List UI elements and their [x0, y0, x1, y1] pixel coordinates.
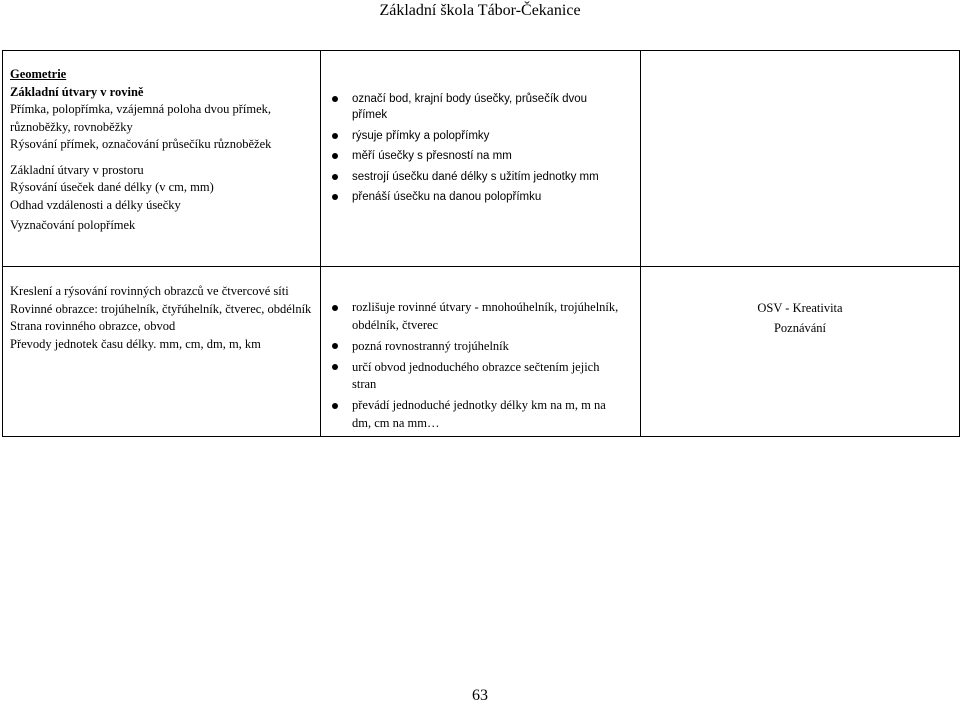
list-item: měří úsečky s přesností na mm [321, 148, 640, 164]
bullet-icon [332, 96, 338, 102]
list-item: určí obvod jednoduchého obrazce sečtením jejich stran [321, 359, 640, 394]
list-item: rozlišuje rovinné útvary - mnohoúhelník, trojúhelník, obdélník, čtverec [321, 299, 640, 334]
subject-line: Přímka, polopřímka, vzájemná poloha dvou přímek, různoběžky, rovnoběžky [10, 102, 272, 134]
page-header-title: Základní škola Tábor-Čekanice [379, 2, 581, 19]
list-item: sestrojí úsečku dané délky s užitím jednotky mm [321, 169, 640, 185]
theme-label: OSV - Kreativita [757, 301, 843, 315]
bullet-icon [332, 364, 338, 370]
outcomes-cell [321, 51, 641, 267]
subject-matter-cell [3, 267, 321, 437]
curriculum-table [2, 50, 960, 437]
unit-title: Základní útvary v rovině [10, 84, 144, 99]
subject-line: Odhad vzdálenosti a délky úsečky [10, 197, 181, 212]
subject-line: Rýsování přímek, označování průsečíku různoběžek [10, 137, 272, 151]
bullet-icon [332, 153, 338, 159]
outcomes-cell [321, 267, 641, 437]
list-item: převádí jednoduché jednotky délky km na m, m na dm, cm na mm… [321, 397, 640, 432]
subject-line: Převody jednotek času délky. mm, cm, dm, m, km [10, 336, 261, 351]
bullet-icon [332, 343, 338, 349]
subject-line: Základní útvary v prostoru [10, 162, 144, 177]
subject-line: Vyznačování polopřímek [10, 218, 136, 232]
section-title: Geometrie [10, 67, 67, 81]
table-row [3, 267, 960, 437]
subject-line: Rovinné obrazce: trojúhelník, čtyřúhelník, čtverec, obdélník [10, 301, 312, 316]
outcomes-list [321, 267, 640, 432]
bullet-icon [332, 174, 338, 180]
list-item: přenáší úsečku na danou polopřímku [321, 189, 640, 205]
subject-matter-cell [3, 51, 321, 267]
page-number: 63 [472, 687, 488, 704]
subject-line: Kreslení a rýsování rovinných obrazců ve čtvercové síti [10, 284, 289, 298]
subject-line: Rýsování úseček dané délky (v cm, mm) [10, 180, 214, 194]
bullet-icon [332, 194, 338, 200]
bullet-icon [332, 305, 338, 311]
table-row [3, 51, 960, 267]
list-item: pozná rovnostranný trojúhelník [321, 338, 640, 356]
list-item: označí bod, krajní body úsečky, průsečík dvou přímek [321, 91, 640, 123]
bullet-icon [332, 133, 338, 139]
subject-line: Strana rovinného obrazce, obvod [10, 319, 176, 333]
list-item: rýsuje přímky a polopřímky [321, 128, 640, 144]
cross-curricular-themes-cell [641, 51, 960, 267]
cross-curricular-themes-cell [641, 267, 960, 437]
bullet-icon [332, 403, 338, 409]
theme-label: Poznávání [773, 321, 827, 335]
outcomes-list [321, 51, 640, 205]
